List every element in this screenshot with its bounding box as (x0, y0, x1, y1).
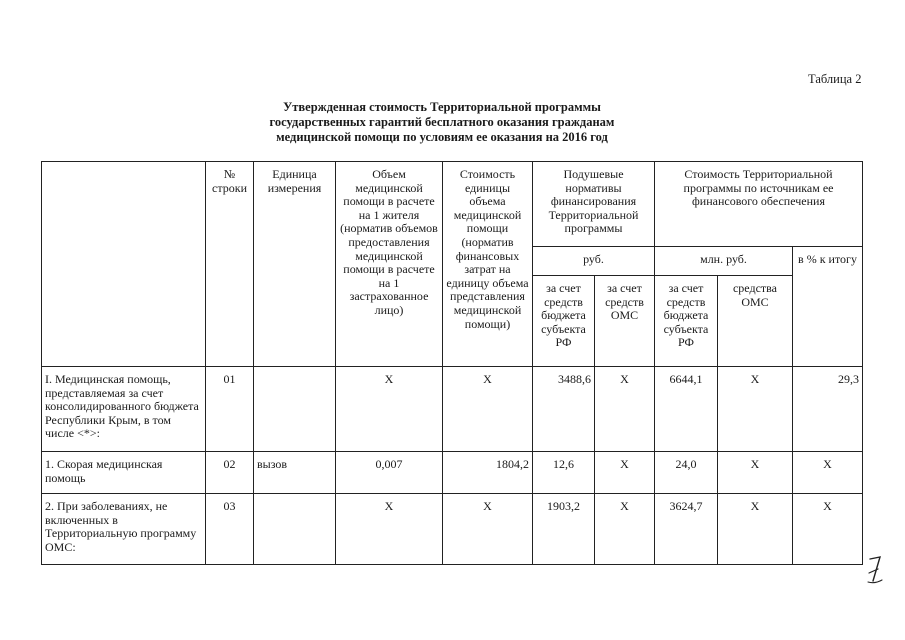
row-percent: X (793, 452, 863, 494)
row-name: 2. При заболеваниях, не включенных в Территориальную программу ОМС: (42, 494, 206, 565)
header-unit: Единица измерения (254, 162, 336, 367)
header-oms-rub: за счет средств ОМС (595, 276, 655, 367)
header-oms-mln: средства ОМС (718, 276, 793, 367)
row-cost: 1804,2 (443, 452, 533, 494)
header-unit-cost: Стоимость единицы объема медицинской помощи (норматив финансовых затрат на единицу объема представления медицинской помощи) (443, 162, 533, 367)
row-volume: X (336, 494, 443, 565)
row-budget-rub: 12,6 (533, 452, 595, 494)
row-oms-mln: X (718, 452, 793, 494)
table-row (42, 494, 863, 565)
row-number: 01 (206, 367, 254, 452)
row-percent: X (793, 494, 863, 565)
title-line: медицинской помощи по условиям ее оказания на 2016 год (276, 130, 608, 144)
row-number: 03 (206, 494, 254, 565)
header-row-number: № строки (206, 162, 254, 367)
table-row (42, 452, 863, 494)
row-budget-mln: 24,0 (655, 452, 718, 494)
row-oms-rub: X (595, 494, 655, 565)
row-number: 02 (206, 452, 254, 494)
row-unit: вызов (254, 452, 336, 494)
document-title (212, 100, 672, 145)
header-percent-total: в % к итогу (793, 247, 863, 367)
header-budget-rub: за счет средств бюджета субъекта РФ (533, 276, 595, 367)
row-budget-rub: 1903,2 (533, 494, 595, 565)
header-volume: Объем медицинской помощи в расчете на 1 жителя (норматив объемов предоставления медицинской помощи в расчете на 1 застрахованное лицо) (336, 162, 443, 367)
row-oms-rub: X (595, 367, 655, 452)
title-line: Утвержденная стоимость Территориальной программы (283, 100, 601, 114)
header-mln-rub: млн. руб. (655, 247, 793, 276)
table-label: Таблица 2 (808, 72, 862, 86)
row-volume: 0,007 (336, 452, 443, 494)
row-budget-rub: 3488,6 (533, 367, 595, 452)
header-rub: руб. (533, 247, 655, 276)
handwritten-page-mark (866, 555, 886, 585)
row-percent: 29,3 (793, 367, 863, 452)
row-budget-mln: 6644,1 (655, 367, 718, 452)
cost-table (41, 161, 863, 565)
row-cost: X (443, 367, 533, 452)
row-unit (254, 494, 336, 565)
row-volume: X (336, 367, 443, 452)
header-program-cost: Стоимость Территориальной программы по источникам ее финансового обеспечения (655, 162, 863, 247)
title-line: государственных гарантий бесплатного оказания гражданам (269, 115, 615, 129)
row-oms-mln: X (718, 367, 793, 452)
row-budget-mln: 3624,7 (655, 494, 718, 565)
row-oms-mln: X (718, 494, 793, 565)
row-oms-rub: X (595, 452, 655, 494)
row-cost: X (443, 494, 533, 565)
table-row (42, 367, 863, 452)
header-name-cell (42, 162, 206, 367)
row-unit (254, 367, 336, 452)
header-budget-mln: за счет средств бюджета субъекта РФ (655, 276, 718, 367)
header-row (42, 162, 863, 247)
row-name: 1. Скорая медицинская помощь (42, 452, 206, 494)
row-name: I. Медицинская помощь, представляемая за счет консолидированного бюджета Республики Крым, в том числе <*>: (42, 367, 206, 452)
header-per-capita: Подушевые нормативы финансирования Территориальной программы (533, 162, 655, 247)
